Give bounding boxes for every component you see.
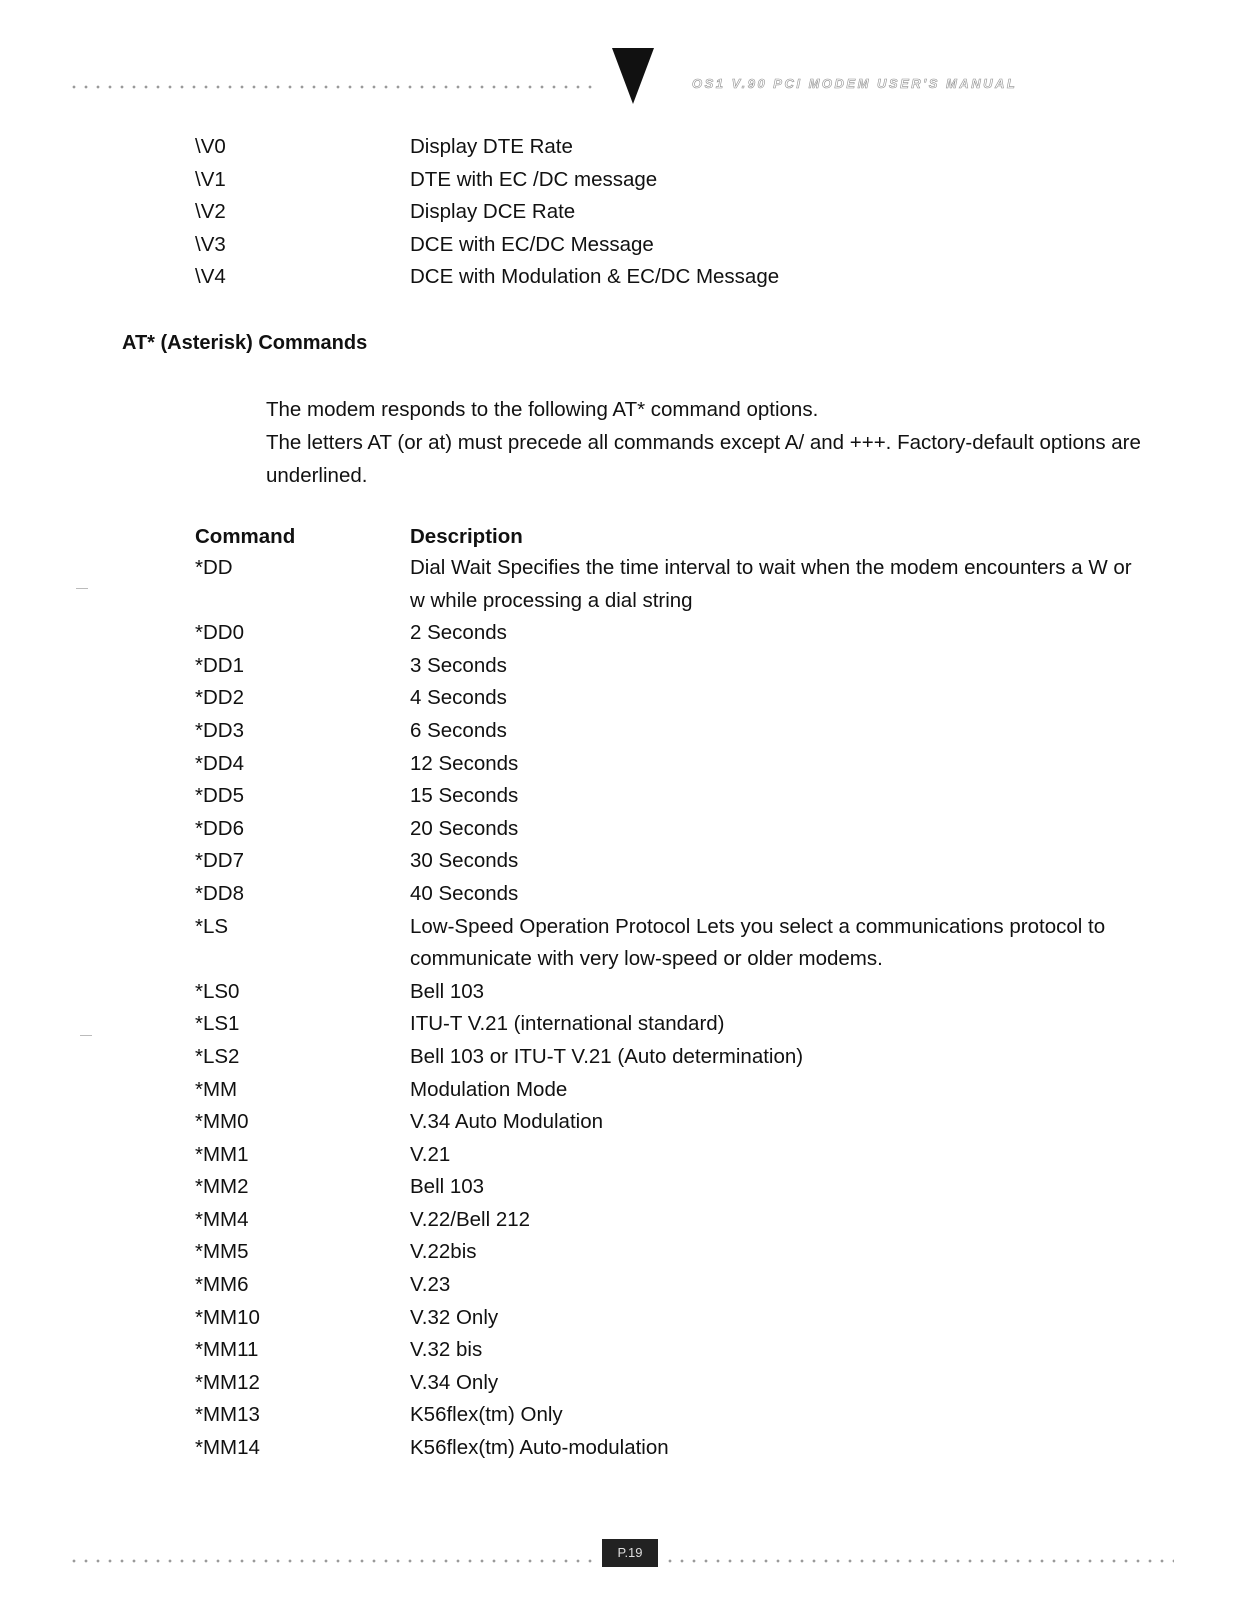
table-row <box>0 1432 1237 1465</box>
option-code: \V0 <box>195 135 226 158</box>
command-description: 15 Seconds <box>410 784 519 808</box>
table-row <box>0 1106 1237 1139</box>
table-row <box>0 1399 1237 1432</box>
table-row <box>0 650 1237 683</box>
command-description: Bell 103 <box>410 979 485 1003</box>
command-table <box>0 552 1237 1465</box>
running-head: OS1 V.90 PCI MODEM USER'S MANUAL <box>692 76 1018 91</box>
command-description: V.22bis <box>410 1240 477 1264</box>
command-code: *MM10 <box>195 1305 260 1329</box>
command-description: V.32 bis <box>410 1338 483 1362</box>
option-code: \V2 <box>195 200 226 224</box>
command-description: V.21 <box>410 1142 451 1166</box>
command-code: *DD7 <box>195 849 244 873</box>
command-code: *LS <box>195 914 229 938</box>
command-description: K56flex(tm) Only <box>410 1403 563 1427</box>
table-row <box>0 1074 1237 1107</box>
command-code: *DD3 <box>195 718 244 742</box>
command-description: Dial Wait Specifies the time interval to wait when the modem encounters a W or w while processing a dial string <box>410 556 1132 612</box>
command-code: *MM0 <box>195 1110 249 1134</box>
command-code: *DD1 <box>195 653 244 677</box>
command-description: V.23 <box>410 1273 451 1297</box>
option-code: \V3 <box>195 232 226 256</box>
table-row <box>0 1139 1237 1172</box>
table-row <box>0 748 1237 781</box>
command-description: V.32 Only <box>410 1305 499 1329</box>
command-code: *MM14 <box>195 1436 260 1460</box>
command-description: Bell 103 <box>410 1175 485 1199</box>
table-row <box>0 1171 1237 1204</box>
table-row <box>0 1204 1237 1237</box>
command-code: *MM <box>195 1077 238 1101</box>
scan-mark <box>80 1035 92 1036</box>
command-code: *DD4 <box>195 751 244 775</box>
command-code: *LS0 <box>195 979 240 1003</box>
command-description: 30 Seconds <box>410 849 519 873</box>
command-code: *LS2 <box>195 1044 240 1068</box>
table-row <box>0 813 1237 846</box>
table-row <box>0 1236 1237 1269</box>
scan-mark <box>76 588 88 589</box>
header-dotted-rule <box>68 84 593 90</box>
table-row <box>0 1008 1237 1041</box>
command-description: V.34 Auto Modulation <box>410 1110 604 1134</box>
table-row <box>0 845 1237 878</box>
command-code: *MM6 <box>195 1273 249 1297</box>
command-description: Bell 103 or ITU-T V.21 (Auto determination) <box>410 1044 804 1068</box>
command-code: *DD2 <box>195 686 244 710</box>
command-description: 4 Seconds <box>410 686 507 710</box>
table-row <box>0 780 1237 813</box>
table-row <box>0 1269 1237 1302</box>
command-description: ITU-T V.21 (international standard) <box>410 1012 725 1036</box>
command-description: Low-Speed Operation Protocol Lets you select a communications protocol to communicate with very low-speed or older modems. <box>410 914 1106 971</box>
table-row <box>0 617 1237 650</box>
intro-paragraph: The letters AT (or at) must precede all commands except A/ and +++. Factory-default options are underlined. <box>266 431 1141 487</box>
command-code: *MM1 <box>195 1142 249 1166</box>
footer-dotted-rule <box>664 1558 1174 1564</box>
table-row <box>0 1334 1237 1367</box>
command-code: *LS1 <box>195 1012 240 1036</box>
column-header-command: Command <box>195 525 296 548</box>
option-description: DTE with EC /DC message <box>410 167 658 191</box>
command-description: 2 Seconds <box>410 621 507 645</box>
command-code: *DD6 <box>195 816 244 840</box>
table-row <box>0 878 1237 911</box>
table-row <box>0 976 1237 1009</box>
option-description: Display DCE Rate <box>410 200 576 224</box>
option-code: \V4 <box>195 265 226 289</box>
command-description: V.34 Only <box>410 1370 499 1394</box>
command-description: K56flex(tm) Auto-modulation <box>410 1436 669 1460</box>
footer-dotted-rule <box>68 1558 596 1564</box>
page-header <box>0 0 1237 120</box>
table-row <box>0 1367 1237 1400</box>
column-header-description: Description <box>410 525 523 548</box>
command-code: *MM13 <box>195 1403 260 1427</box>
table-row <box>0 1302 1237 1335</box>
command-description: 20 Seconds <box>410 816 519 840</box>
command-code: *DD8 <box>195 881 244 905</box>
table-row <box>0 682 1237 715</box>
command-code: *MM4 <box>195 1207 249 1231</box>
command-code: *MM12 <box>195 1370 260 1394</box>
command-code: *MM2 <box>195 1175 249 1199</box>
command-code: *MM11 <box>195 1338 259 1362</box>
command-description: 40 Seconds <box>410 881 519 905</box>
page-number-badge: P.19 <box>602 1539 658 1567</box>
command-description: 6 Seconds <box>410 718 507 742</box>
triangle-marker-icon <box>612 48 654 104</box>
command-description: 12 Seconds <box>410 751 519 775</box>
table-row <box>0 1041 1237 1074</box>
option-description: Display DTE Rate <box>410 135 573 158</box>
command-description: 3 Seconds <box>410 653 507 677</box>
section-intro <box>266 393 1146 492</box>
section-title: AT* (Asterisk) Commands <box>122 332 368 354</box>
option-description: DCE with Modulation & EC/DC Message <box>410 265 780 289</box>
option-code: \V1 <box>195 167 226 191</box>
table-row <box>0 552 1237 617</box>
command-code: *DD <box>195 556 233 579</box>
table-row <box>0 715 1237 748</box>
intro-paragraph: The modem responds to the following AT* command options. <box>266 398 819 421</box>
command-code: *DD0 <box>195 621 244 645</box>
command-code: *MM5 <box>195 1240 249 1264</box>
command-description: Modulation Mode <box>410 1077 568 1101</box>
command-code: *DD5 <box>195 784 244 808</box>
command-description: V.22/Bell 212 <box>410 1207 531 1231</box>
table-row <box>0 911 1237 976</box>
option-description: DCE with EC/DC Message <box>410 232 654 256</box>
